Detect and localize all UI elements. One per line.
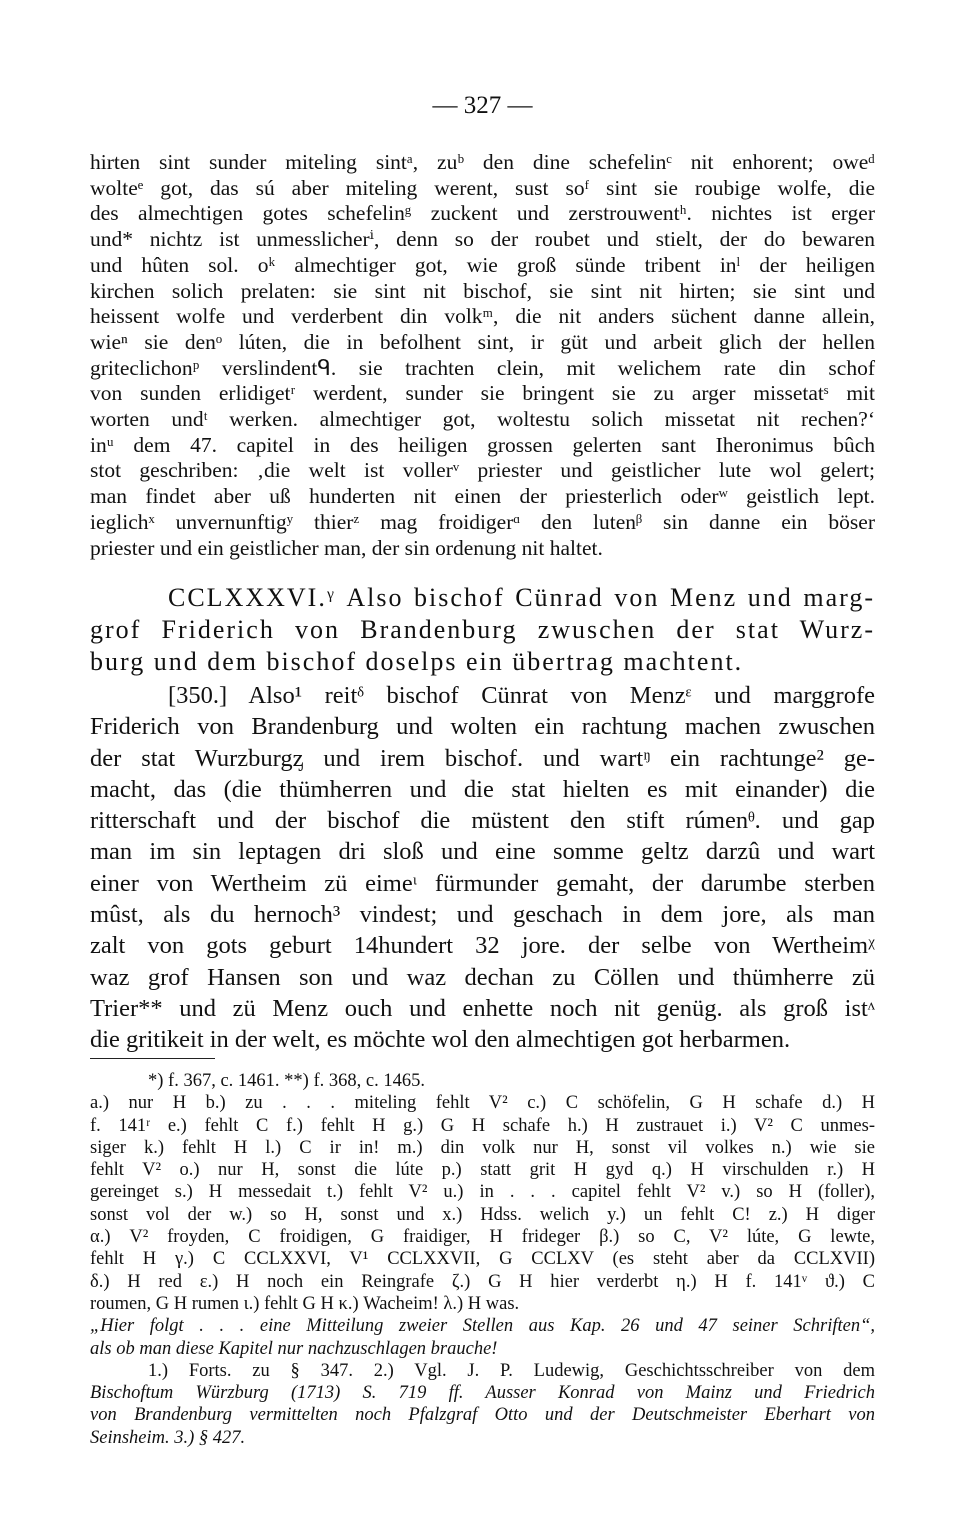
text-line: ieglichˣ unvernunftigʸ thierᶻ mag froidigerᵅ den lutenᵝ sin danne ein böser xyxy=(90,509,875,534)
footnote-line: sonst vol der w.) so H, sonst und x.) Hdss. welich y.) un fehlt C! z.) H diger xyxy=(90,1204,875,1225)
footnote-line: f. 141ʳ e.) fehlt C f.) fehlt H g.) G H schafe h.) H zustrauet i.) V² C unmes- xyxy=(90,1115,875,1136)
text-line: griteclichonᵖ verslindentᑫ. sie trachten clein, mit welichem rate din schof xyxy=(90,355,875,380)
footnote-line: gereinget s.) H messedait t.) fehlt V² u.) in . . . capitel fehlt V² v.) so H (foller), xyxy=(90,1182,875,1203)
body-paragraph-2 xyxy=(90,680,875,1056)
chapter-title xyxy=(90,582,875,678)
text-line: stot geschriben: ‚die welt ist vollerᵛ priester und geistlicher lute wol gelert; xyxy=(90,458,875,483)
text-line: des almechtigen gotes schefelinᵍ zuckent und zerstrouwentʰ. nichtes ist erger xyxy=(90,201,875,226)
text-line: der stat Wurzburgᶎ und irem bischof. und wartᵑ ein rachtunge² ge- xyxy=(90,744,875,772)
text-line: man im sin leptagen dri sloß und eine somme geltz darzû und wart xyxy=(90,838,875,866)
title-line: grof Friderich von Brandenburg zwuschen der stat Wurz- xyxy=(90,615,875,644)
text-line: wieⁿ sie denᵒ lúten, die in befolhent sint, ir güt und arbeit glich der hellen xyxy=(90,329,875,354)
text-line: von sunden erlidigetʳ werdent, sunder sie bringent sie zu arger missetatˢ mit xyxy=(90,381,875,406)
footnote-line: Seinsheim. 3.) § 427. xyxy=(90,1427,246,1448)
text-line: wolteᵉ got, das sú aber miteling werent, sust soᶠ sint sie roubige wolfe, die xyxy=(90,175,875,200)
text-line: hirten sint sunder miteling sintᵃ, zuᵇ den dine schefelinᶜ nit enhorent; oweᵈ xyxy=(90,150,875,174)
footnote-line: als ob man diese Kapitel nur nachzuschlagen brauche! xyxy=(90,1338,498,1359)
footnote-line: 1.) Forts. zu § 347. 2.) Vgl. J. P. Ludewig, Geschichtsschreiber von dem xyxy=(148,1360,875,1381)
text-line: Trier** und zü Menz ouch und enhette noch nit genüg. als groß istᶺ xyxy=(90,994,875,1022)
text-line: einer von Wertheim zü eimeᶥ fürmunder gemaht, der darumbe sterben xyxy=(90,869,875,897)
title-line: CCLXXXVI.ᵞ Also bischof Cünrad von Menz und marg- xyxy=(168,583,875,612)
footnote-line: *) f. 367, c. 1461. **) f. 368, c. 1465. xyxy=(148,1071,425,1091)
footnotes xyxy=(90,1070,875,1449)
footnote-line: von Brandenburg vermittelten noch Pfalzgraf Otto und der Deutschmeister Eberhart von xyxy=(90,1405,875,1426)
page-number: — 327 — xyxy=(432,92,533,119)
text-line: inᵘ dem 47. capitel in des heiligen grossen gelerten sant Iheronimus bûch xyxy=(90,432,875,457)
footnote-line: δ.) H red ε.) H noch ein Reingrafe ζ.) G H hier verderbt η.) H f. 141ᵛ ϑ.) C xyxy=(90,1271,875,1292)
footnote-line: siger k.) fehlt H l.) C ir in! m.) din volk nur H, sonst vil volkes n.) wie sie xyxy=(90,1137,875,1158)
text-line: und hûten sol. oᵏ almechtiger got, wie groß sünde tribent inˡ der heiligen xyxy=(90,252,875,277)
text-line: zalt von gots geburt 14hundert 32 jore. der selbe von Wertheimᵡ xyxy=(90,932,875,960)
text-line: ritterschaft und der bischof die müstent den stift rúmenᶿ. und gap xyxy=(90,807,875,835)
footnote-line: Bischoftum Würzburg (1713) S. 719 ff. Ausser Konrad von Mainz und Friedrich xyxy=(90,1383,875,1404)
text-line: worten undᵗ werken. almechtiger got, woltestu solich missetat nit rechen?‘ xyxy=(90,407,875,432)
text-line: Friderich von Brandenburg und wolten ein rachtung machen zwuschen xyxy=(90,713,875,741)
text-line: und* nichtz ist unmesslicherⁱ, denn so der roubet und stielt, der do bewaren xyxy=(90,227,875,252)
footnote-line: fehlt V² o.) nur H, sonst die lúte p.) statt grit H gyd q.) H virschulden r.) H xyxy=(90,1160,875,1181)
title-line: burg und dem bischof doselps ein übertrag machtent. xyxy=(90,647,744,676)
footnote-line: fehlt H γ.) C CCLXXVI, V¹ CCLXXVII, G CCLXV (es steht aber da CCLXVII) xyxy=(90,1249,875,1270)
footnote-divider xyxy=(90,1058,215,1059)
footnote-line: α.) V² froyden, C froidigen, G fraidiger, H frideger β.) so C, V² lúte, G lewte, xyxy=(90,1227,875,1248)
text-line: kirchen solich prelaten: sie sint nit bischof, sie sint nit hirten; sie sint und xyxy=(90,278,875,303)
footnote-line: roumen, G H rumen ι.) fehlt G H κ.) Wacheim! λ.) H was. xyxy=(90,1293,520,1314)
footnote-line: a.) nur H b.) zu . . . miteling fehlt V² c.) C schöfelin, G H schafe d.) H xyxy=(90,1093,875,1114)
text-line: macht, das (die thümherren und die stat hielten es mit einander) die xyxy=(90,775,875,803)
text-line: man findet aber uß hunderten nit einen der priesterlich oderʷ geistlich lept. xyxy=(90,484,875,509)
text-line: die gritikeit in der welt, es möchte wol den almechtigen got herbarmen. xyxy=(90,1026,791,1054)
footnote-line: „Hier folgt . . . eine Mitteilung zweier Stellen aus Kap. 26 und 47 seiner Schriften“, xyxy=(90,1316,875,1337)
text-line: [350.] Also¹ reitᵟ bischof Cünrat von Menzᵋ und marggrofe xyxy=(168,682,875,709)
body-paragraph-1 xyxy=(90,150,875,561)
text-line: mûst, als du hernoch³ vindest; und geschach in dem jore, als man xyxy=(90,901,875,929)
text-line: priester und ein geistlicher man, der sin ordenung nit haltet. xyxy=(90,535,603,560)
text-line: waz grof Hansen son und waz dechan zu Cöllen und thümherre zü xyxy=(90,963,875,991)
text-line: heissent wolfe und verderbent din volkᵐ, die nit anders süchent danne allein, xyxy=(90,304,875,329)
